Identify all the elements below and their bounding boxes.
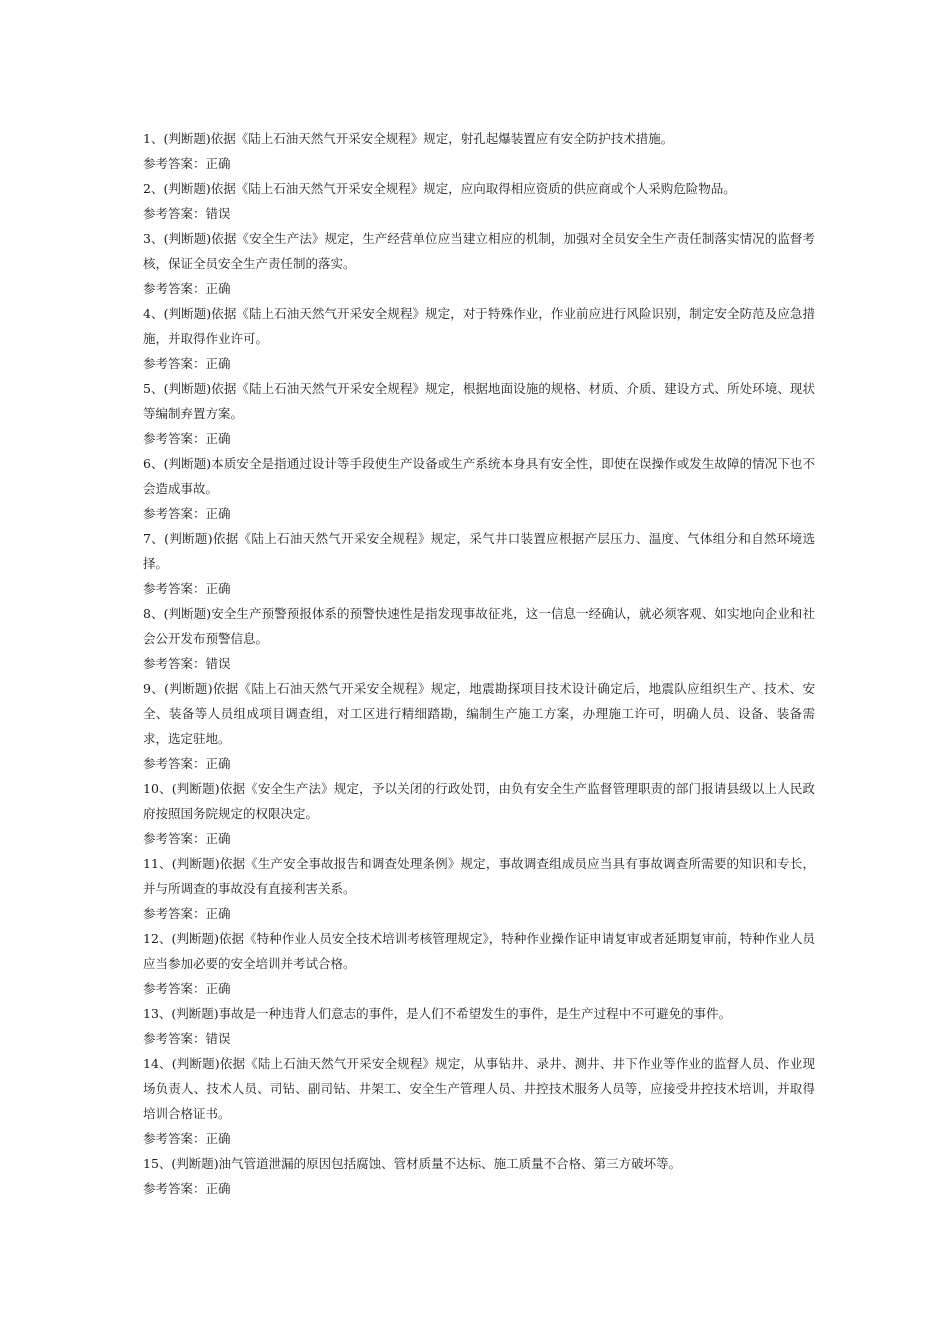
question-text: 8、(判断题)安全生产预警预报体系的预警快速性是指发现事故征兆，这一信息一经确认，就必须客观、如实地向企业和社会公开发布预警信息。 bbox=[143, 606, 815, 646]
answer-text: 参考答案：正确 bbox=[143, 431, 231, 446]
answer-text: 参考答案：正确 bbox=[143, 281, 231, 296]
question-text: 7、(判断题)依据《陆上石油天然气开采安全规程》规定，采气井口装置应根据产层压力、温度、气体组分和自然环境选择。 bbox=[143, 531, 815, 571]
answer-text: 参考答案：正确 bbox=[143, 1131, 231, 1146]
question-text: 1、(判断题)依据《陆上石油天然气开采安全规程》规定，射孔起爆装置应有安全防护技术措施。 bbox=[143, 131, 674, 146]
question-text: 4、(判断题)依据《陆上石油天然气开采安全规程》规定，对于特殊作业，作业前应进行风险识别，制定安全防范及应急措施，并取得作业许可。 bbox=[143, 306, 815, 346]
question-list bbox=[143, 126, 815, 1201]
answer-text: 参考答案：正确 bbox=[143, 756, 231, 771]
question-text: 3、(判断题)依据《安全生产法》规定，生产经营单位应当建立相应的机制，加强对全员安全生产责任制落实情况的监督考核，保证全员安全生产责任制的落实。 bbox=[143, 231, 815, 271]
question-text: 5、(判断题)依据《陆上石油天然气开采安全规程》规定，根据地面设施的规格、材质、介质、建设方式、所处环境、现状等编制弃置方案。 bbox=[143, 381, 815, 421]
question-text: 14、(判断题)依据《陆上石油天然气开采安全规程》规定，从事钻井、录井、测井、井下作业等作业的监督人员、作业现场负责人、技术人员、司钻、副司钻、井架工、安全生产管理人员、井控技术服务人员等，应接受井控技术培训，并取得培训合格证书。 bbox=[143, 1056, 815, 1121]
answer-text: 参考答案：错误 bbox=[143, 656, 231, 671]
question-text: 13、(判断题)事故是一种违背人们意志的事件，是人们不希望发生的事件，是生产过程中不可避免的事件。 bbox=[143, 1006, 732, 1021]
answer-text: 参考答案：错误 bbox=[143, 206, 231, 221]
answer-text: 参考答案：正确 bbox=[143, 1181, 231, 1196]
question-text: 2、(判断题)依据《陆上石油天然气开采安全规程》规定，应向取得相应资质的供应商或个人采购危险物品。 bbox=[143, 181, 736, 196]
answer-text: 参考答案：正确 bbox=[143, 356, 231, 371]
question-text: 12、(判断题)依据《特种作业人员安全技术培训考核管理规定》，特种作业操作证申请复审或者延期复审前，特种作业人员应当参加必要的安全培训并考试合格。 bbox=[143, 931, 815, 971]
answer-text: 参考答案：正确 bbox=[143, 831, 231, 846]
question-text: 9、(判断题)依据《陆上石油天然气开采安全规程》规定，地震勘探项目技术设计确定后，地震队应组织生产、技术、安全、装备等人员组成项目调查组，对工区进行精细踏勘，编制生产施工方案，办理施工许可，明确人员、设备、装备需求，选定驻地。 bbox=[143, 681, 815, 746]
question-text: 10、(判断题)依据《安全生产法》规定，予以关闭的行政处罚，由负有安全生产监督管理职责的部门报请县级以上人民政府按照国务院规定的权限决定。 bbox=[143, 781, 815, 821]
question-text: 11、(判断题)依据《生产安全事故报告和调查处理条例》规定，事故调查组成员应当具有事故调查所需要的知识和专长，并与所调查的事故没有直接利害关系。 bbox=[143, 856, 815, 896]
answer-text: 参考答案：正确 bbox=[143, 581, 231, 596]
answer-text: 参考答案：正确 bbox=[143, 981, 231, 996]
answer-text: 参考答案：正确 bbox=[143, 156, 231, 171]
answer-text: 参考答案：错误 bbox=[143, 1031, 231, 1046]
question-text: 6、(判断题)本质安全是指通过设计等手段使生产设备或生产系统本身具有安全性，即使在误操作或发生故障的情况下也不会造成事故。 bbox=[143, 456, 815, 496]
question-text: 15、(判断题)油气管道泄漏的原因包括腐蚀、管材质量不达标、施工质量不合格、第三方破坏等。 bbox=[143, 1156, 682, 1171]
answer-text: 参考答案：正确 bbox=[143, 906, 231, 921]
answer-text: 参考答案：正确 bbox=[143, 506, 231, 521]
